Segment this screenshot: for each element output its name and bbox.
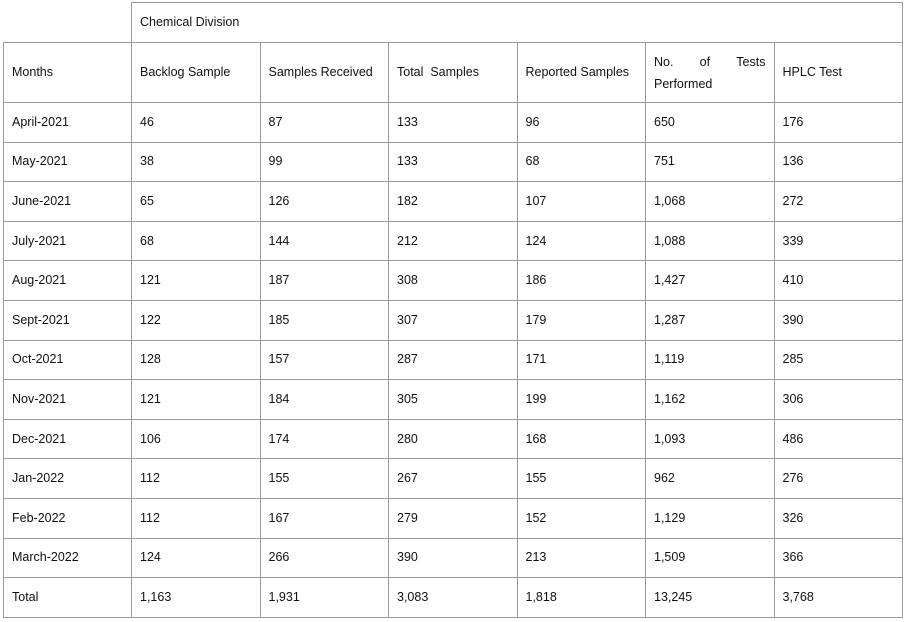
cell-received: 1,931 — [260, 578, 389, 618]
cell-hplc: 3,768 — [774, 578, 902, 618]
header-tests-tests: Tests — [736, 54, 766, 69]
cell-reported: 107 — [517, 182, 646, 222]
cell-backlog: 124 — [132, 538, 261, 578]
cell-total: 279 — [389, 498, 518, 538]
cell-tests: 1,427 — [646, 261, 775, 301]
cell-tests: 1,093 — [646, 419, 775, 459]
cell-backlog: 121 — [132, 380, 261, 420]
cell-hplc: 272 — [774, 182, 902, 222]
header-total: Total Samples — [389, 43, 518, 103]
cell-total: 280 — [389, 419, 518, 459]
cell-hplc: 285 — [774, 340, 902, 380]
cell-reported: 199 — [517, 380, 646, 420]
cell-received: 157 — [260, 340, 389, 380]
cell-reported: 155 — [517, 459, 646, 499]
table-row — [4, 419, 903, 459]
cell-month: Sept-2021 — [4, 300, 132, 340]
header-backlog: Backlog Sample — [132, 43, 261, 103]
header-hplc: HPLC Test — [774, 43, 902, 103]
cell-total: 182 — [389, 182, 518, 222]
cell-hplc: 306 — [774, 380, 902, 420]
cell-received: 155 — [260, 459, 389, 499]
cell-received: 126 — [260, 182, 389, 222]
table-row — [4, 380, 903, 420]
cell-backlog: 121 — [132, 261, 261, 301]
cell-reported: 186 — [517, 261, 646, 301]
cell-reported: 68 — [517, 142, 646, 182]
cell-backlog: 112 — [132, 459, 261, 499]
cell-total: 3,083 — [389, 578, 518, 618]
cell-month: May-2021 — [4, 142, 132, 182]
header-received: Samples Received — [260, 43, 389, 103]
header-tests-of: of — [699, 54, 711, 69]
cell-month: April-2021 — [4, 103, 132, 143]
cell-total: 267 — [389, 459, 518, 499]
cell-total: 307 — [389, 300, 518, 340]
cell-tests: 1,509 — [646, 538, 775, 578]
division-header-row — [4, 3, 903, 43]
cell-reported: 96 — [517, 103, 646, 143]
cell-received: 266 — [260, 538, 389, 578]
table-row — [4, 300, 903, 340]
cell-received: 187 — [260, 261, 389, 301]
cell-total: 308 — [389, 261, 518, 301]
cell-reported: 152 — [517, 498, 646, 538]
header-reported: Reported Samples — [517, 43, 646, 103]
cell-tests: 962 — [646, 459, 775, 499]
cell-month: Aug-2021 — [4, 261, 132, 301]
table-row — [4, 538, 903, 578]
cell-month: July-2021 — [4, 221, 132, 261]
cell-tests: 1,287 — [646, 300, 775, 340]
cell-received: 167 — [260, 498, 389, 538]
cell-month: Dec-2021 — [4, 419, 132, 459]
chemical-division-table — [3, 2, 903, 618]
cell-reported: 168 — [517, 419, 646, 459]
blank-corner-cell — [4, 3, 132, 43]
cell-month: Oct-2021 — [4, 340, 132, 380]
cell-total: 212 — [389, 221, 518, 261]
cell-hplc: 276 — [774, 459, 902, 499]
cell-backlog: 1,163 — [132, 578, 261, 618]
cell-tests: 1,088 — [646, 221, 775, 261]
cell-hplc: 339 — [774, 221, 902, 261]
cell-month: Jan-2022 — [4, 459, 132, 499]
column-header-row — [4, 43, 903, 103]
cell-reported: 1,818 — [517, 578, 646, 618]
table-row — [4, 340, 903, 380]
header-tests-no: No. — [654, 54, 674, 69]
cell-hplc: 486 — [774, 419, 902, 459]
table-row — [4, 459, 903, 499]
cell-backlog: 68 — [132, 221, 261, 261]
cell-hplc: 136 — [774, 142, 902, 182]
cell-tests: 751 — [646, 142, 775, 182]
cell-tests: 1,129 — [646, 498, 775, 538]
cell-month: Total — [4, 578, 132, 618]
table-row — [4, 261, 903, 301]
cell-backlog: 106 — [132, 419, 261, 459]
cell-total: 305 — [389, 380, 518, 420]
cell-hplc: 390 — [774, 300, 902, 340]
cell-received: 185 — [260, 300, 389, 340]
cell-hplc: 176 — [774, 103, 902, 143]
header-tests-performed-label: Performed — [654, 76, 713, 91]
table-row — [4, 142, 903, 182]
cell-tests: 650 — [646, 103, 775, 143]
cell-reported: 124 — [517, 221, 646, 261]
cell-total: 133 — [389, 142, 518, 182]
cell-backlog: 38 — [132, 142, 261, 182]
cell-tests: 13,245 — [646, 578, 775, 618]
cell-received: 174 — [260, 419, 389, 459]
cell-received: 87 — [260, 103, 389, 143]
cell-tests: 1,068 — [646, 182, 775, 222]
cell-hplc: 366 — [774, 538, 902, 578]
cell-month: Nov-2021 — [4, 380, 132, 420]
cell-backlog: 112 — [132, 498, 261, 538]
cell-hplc: 410 — [774, 261, 902, 301]
cell-received: 184 — [260, 380, 389, 420]
cell-backlog: 122 — [132, 300, 261, 340]
header-months: Months — [4, 43, 132, 103]
cell-backlog: 128 — [132, 340, 261, 380]
cell-tests: 1,162 — [646, 380, 775, 420]
cell-reported: 171 — [517, 340, 646, 380]
cell-received: 144 — [260, 221, 389, 261]
cell-month: June-2021 — [4, 182, 132, 222]
cell-hplc: 326 — [774, 498, 902, 538]
cell-backlog: 46 — [132, 103, 261, 143]
cell-month: March-2022 — [4, 538, 132, 578]
table-row — [4, 103, 903, 143]
cell-reported: 179 — [517, 300, 646, 340]
header-tests-performed — [646, 43, 775, 103]
cell-total: 133 — [389, 103, 518, 143]
table-row — [4, 182, 903, 222]
cell-month: Feb-2022 — [4, 498, 132, 538]
cell-total: 287 — [389, 340, 518, 380]
cell-total: 390 — [389, 538, 518, 578]
division-title: Chemical Division — [132, 3, 903, 43]
table-row — [4, 221, 903, 261]
total-row — [4, 578, 903, 618]
cell-reported: 213 — [517, 538, 646, 578]
cell-backlog: 65 — [132, 182, 261, 222]
cell-tests: 1,119 — [646, 340, 775, 380]
cell-received: 99 — [260, 142, 389, 182]
table-row — [4, 498, 903, 538]
